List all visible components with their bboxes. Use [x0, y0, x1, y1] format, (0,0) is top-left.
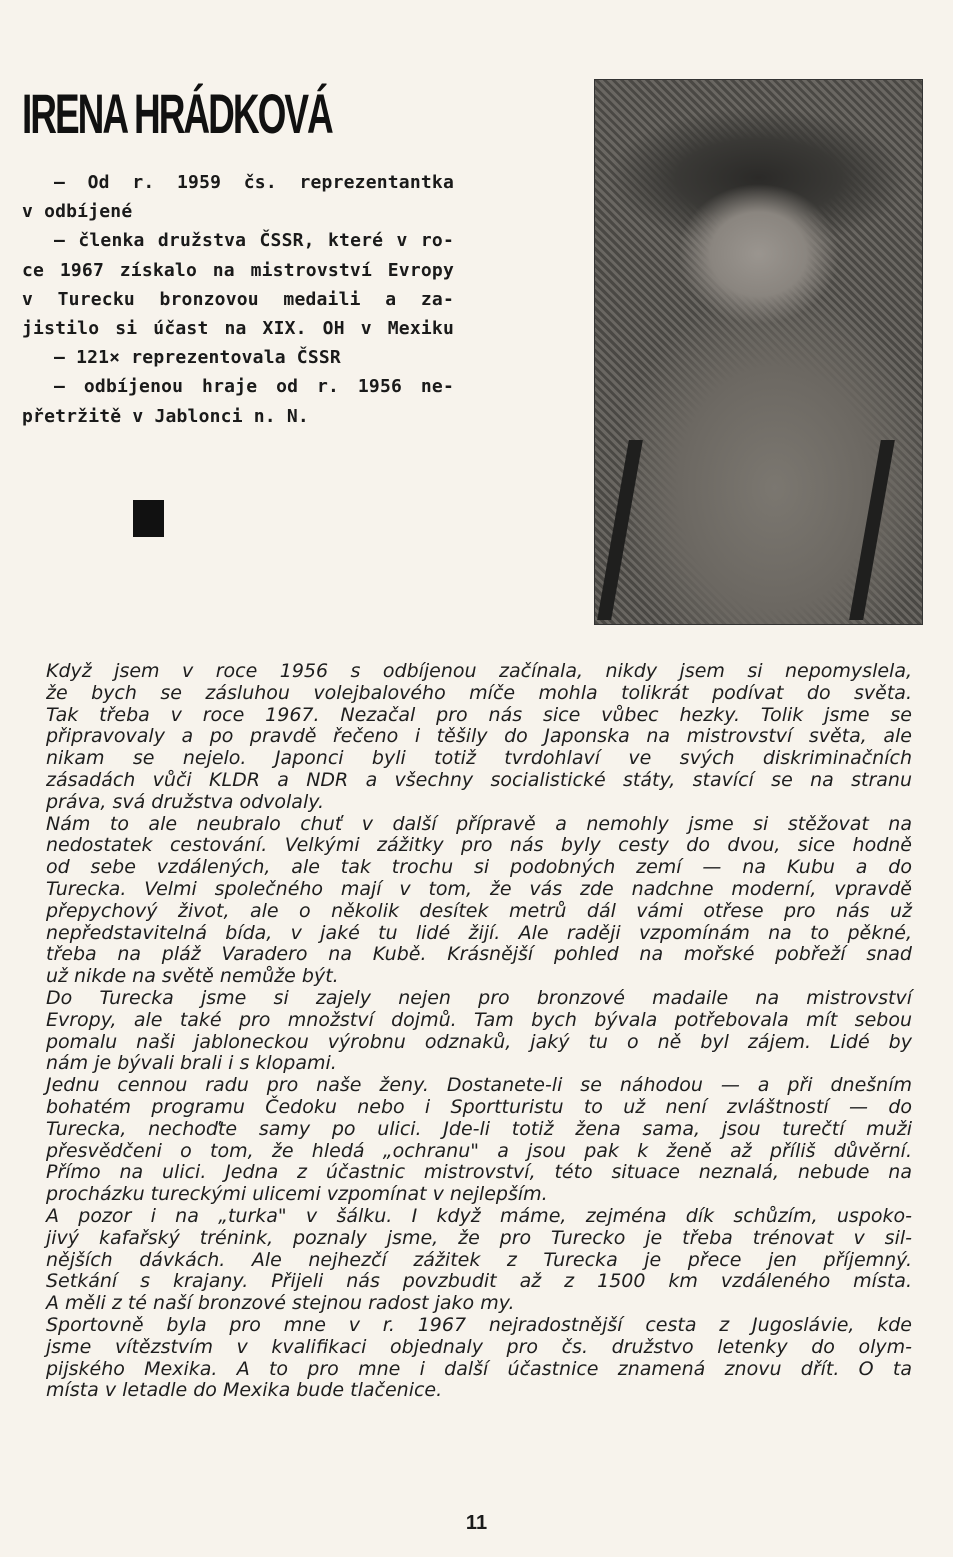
body-line: připravovaly a po pravdě řečeno i těšily do Japonska na mistrovství světa, ale — [46, 725, 912, 748]
body-line: Nám to ale neubralo chuť v další přípravě a nemohly jsme si stěžovat na — [46, 812, 912, 835]
body-line: Turecka, nechoďte samy po ulici. Jde-li totiž žena sama, jsou turečtí muži — [46, 1117, 912, 1140]
portrait-photo — [594, 79, 923, 625]
body-line: jivý kafařský trénink, poznaly jsme, že pro Turecko je třeba trénovat v sil- — [46, 1226, 912, 1249]
bio-line: přetržitě v Jablonci n. N. — [22, 405, 309, 427]
body-line: nám je bývali brali i s klopami. — [46, 1052, 337, 1075]
body-line: přesvědčeni o tom, že hledá „ochranu" a jsou pak k ženě až příliš důvěrní. — [46, 1139, 912, 1162]
body-line: Turecka. Velmi společného mají v tom, že vás zde nadchne moderní, vpravdě — [46, 877, 912, 900]
body-line: A měli z té naší bronzové stejnou radost jako my. — [46, 1292, 515, 1315]
bio-line: — odbíjenou hraje od r. 1956 ne- — [54, 376, 454, 398]
body-line: že bych se zásluhou volejbalového míče mohla tolikrát podívat do světa. — [46, 681, 912, 704]
body-line: Jednu cennou radu pro naše ženy. Dostanete-li se náhodou — a při dnešním — [46, 1074, 912, 1097]
bio-line: — 121× reprezentovala ČSSR — [54, 347, 341, 369]
body-line: Sportovně byla pro mne v r. 1967 nejradostnější cesta z Jugoslávie, kde — [46, 1313, 912, 1336]
body-line: zásadách vůči KLDR a NDR a všechny socialistické státy, stavící se na stranu — [46, 768, 912, 791]
section-marker — [133, 500, 164, 537]
body-line: už nikde na světě nemůže být. — [46, 965, 339, 988]
body-line: Do Turecka jsme si zajely nejen pro bronzové madaile na mistrovství — [46, 986, 912, 1009]
article-title: IRENA HRÁDKOVÁ — [22, 82, 332, 145]
bio-line: ce 1967 získalo na mistrovství Evropy — [22, 259, 454, 281]
body-line: nepředstavitelná bída, v jaké tu lidé žijí. Ale raději vzpomínám na to pěkné, — [46, 921, 912, 944]
body-line: procházku tureckými ulicemi vzpomínat v nejlepším. — [46, 1183, 548, 1206]
body-line: Když jsem v roce 1956 s odbíjenou začínala, nikdy jsem si nepomyslela, — [46, 660, 912, 682]
body-line: nedostatek cestování. Velkými zážitky pro nás byly cesty do dvou, sice hodně — [46, 834, 912, 857]
body-line: nikam se nejelo. Japonci byli totiž tvrdohlaví ve svých diskriminačních — [46, 747, 912, 770]
photo-detail — [597, 440, 643, 620]
bio-line: — Od r. 1959 čs. reprezentantka — [54, 172, 454, 193]
body-line: od sebe vzdálených, ale tak trochu si podobných zemí — na Kubu a do — [46, 856, 912, 879]
body-line: Evropy, ale také pro množství dojmů. Tam bych bývala potřebovala mít sebou — [46, 1008, 912, 1031]
body-line: jsme vítězstvím v kvalifikaci objednaly pro čs. družstvo letenky do olym- — [46, 1335, 912, 1358]
bio-line: — členka družstva ČSSR, které v ro- — [54, 230, 454, 252]
body-line: A pozor i na „turka" v šálku. I když máme, zejména dík schůzím, uspoko- — [46, 1204, 912, 1227]
photo-detail — [849, 440, 895, 620]
bio-line: v Turecku bronzovou medaili a za- — [22, 288, 454, 310]
body-line: nějších dávkách. Ale nejhezčí zážitek z Turecka je přece jen příjemný. — [46, 1248, 912, 1271]
body-line: Tak třeba v roce 1967. Nezačal pro nás sice vůbec hezky. Tolik jsme se — [46, 703, 912, 726]
article-body — [46, 661, 912, 1402]
body-line: práva, svá družstva odvolaly. — [46, 790, 325, 813]
body-line: místa v letadle do Mexika bude tlačenice. — [46, 1379, 443, 1402]
page-number: 11 — [465, 1512, 488, 1534]
bio-line: v odbíjené — [22, 201, 133, 223]
bio-block — [22, 168, 454, 431]
body-line: bohatém programu Čedoku nebo i Sportturistu to už není zvláštností — do — [46, 1095, 912, 1118]
body-line: pijského Mexika. A to pro mne i další účastnice znamená znovu dřít. O ta — [46, 1357, 912, 1380]
body-line: přepychový život, ale o několik desítek metrů dál vámi otřese pro nás už — [46, 899, 912, 922]
body-line: Přímo na ulici. Jedna z účastnic mistrovství, této situace neznalá, nebude na — [46, 1161, 912, 1184]
body-line: Setkání s krajany. Přijeli nás povzbudit až z 1500 km vzdáleného místa. — [46, 1270, 912, 1293]
body-line: pomalu naši jabloneckou výrobnu odznaků, jaký tu o ně byl zájem. Lidé by — [46, 1030, 912, 1053]
bio-line: jistilo si účast na XIX. OH v Mexiku — [22, 318, 454, 340]
body-line: třeba na pláž Varadero na Kubě. Krásnější pohled na mořské pobřeží snad — [46, 943, 912, 966]
